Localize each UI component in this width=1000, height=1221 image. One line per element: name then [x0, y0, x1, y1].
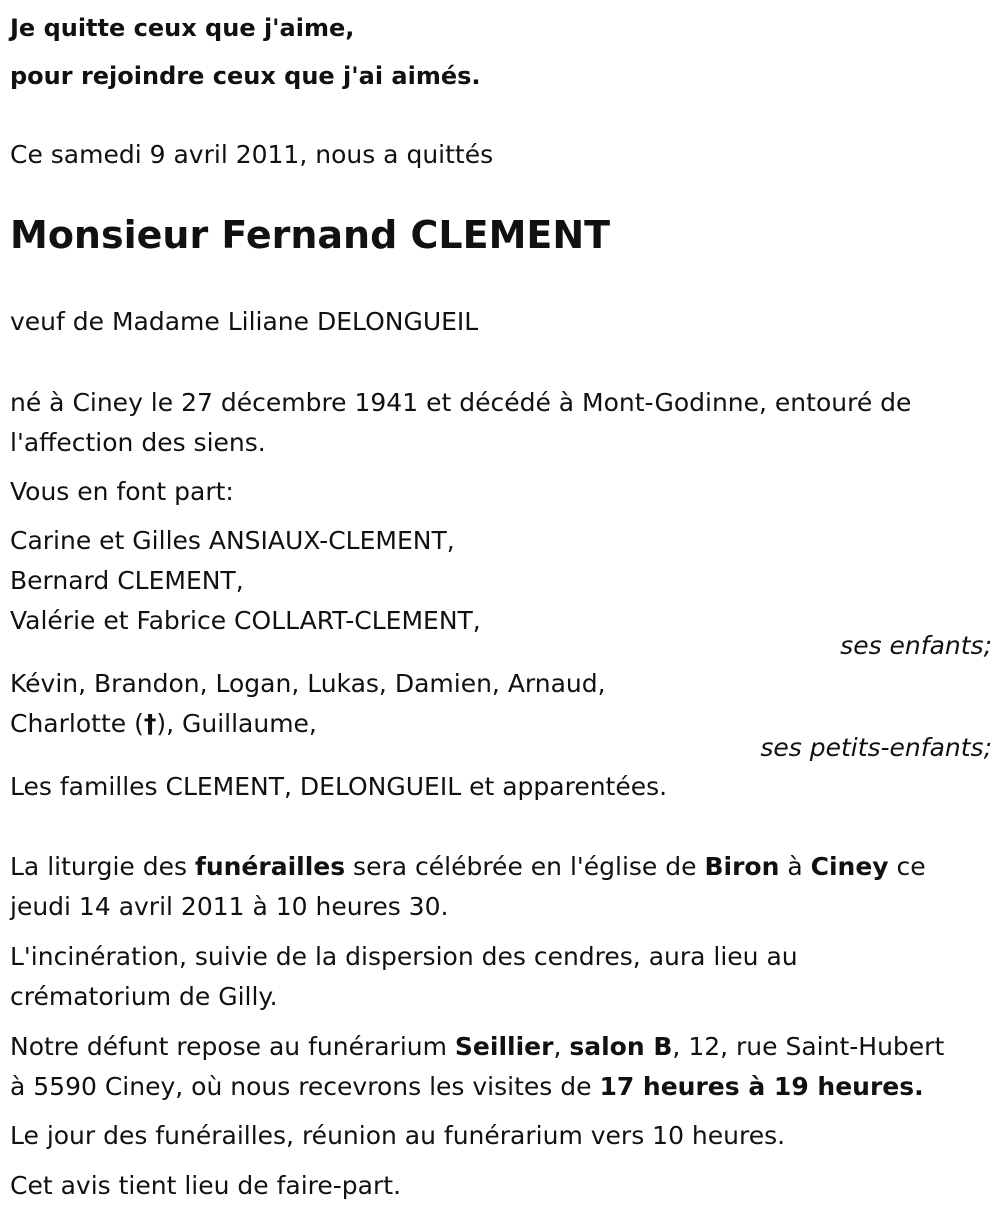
birth-line-2: l'affection des siens.: [10, 428, 266, 457]
birth-line-1: né à Ciney le 27 décembre 1941 et décédé à Mont-Godinne, entouré de: [10, 388, 912, 417]
rest-text-3: , 12, rue Saint-Hubert: [672, 1032, 945, 1061]
grandchildren-role: ses petits-enfants;: [760, 733, 992, 762]
intro-text: Ce samedi 9 avril 2011, nous a quittés: [10, 140, 494, 169]
rest-text-1: Notre défunt repose au funérarium: [10, 1032, 455, 1061]
rest-text-2: ,: [553, 1032, 570, 1061]
cremation-line-2: crématorium de Gilly.: [10, 982, 278, 1011]
closing-text: Cet avis tient lieu de faire-part.: [10, 1171, 402, 1200]
funeral-day-text: Le jour des funérailles, réunion au funérarium vers 10 heures.: [10, 1121, 786, 1150]
children-role: ses enfants;: [840, 631, 992, 660]
grandchildren-text-after: ), Guillaume,: [156, 709, 317, 738]
grandchildren-text-before: Charlotte (: [10, 709, 144, 738]
deceased-name: Monsieur Fernand CLEMENT: [10, 213, 611, 257]
rest-bold-seillier: Seillier: [454, 1032, 554, 1061]
liturgy-bold-funerailles: funérailles: [194, 852, 346, 881]
liturgy-bold-biron: Biron: [704, 852, 780, 881]
liturgy-line-1: [10, 847, 926, 887]
liturgy-text-1: La liturgie des: [10, 852, 195, 881]
rest-text-4: à 5590 Ciney, où nous recevrons les visites de: [10, 1072, 600, 1101]
spouse-text: veuf de Madame Liliane DELONGUEIL: [10, 307, 479, 336]
child-name-3: Valérie et Fabrice COLLART-CLEMENT,: [10, 606, 481, 635]
cross-icon: †: [143, 709, 157, 738]
families-text: Les familles CLEMENT, DELONGUEIL et apparentées.: [10, 772, 668, 801]
quote-line-1: Je quitte ceux que j'aime,: [10, 14, 355, 42]
quote-line-2: pour rejoindre ceux que j'ai aimés.: [10, 62, 481, 90]
grandchildren-line-2: [10, 704, 317, 744]
liturgy-text-2: sera célébrée en l'église de: [345, 852, 705, 881]
cremation-line-1: L'incinération, suivie de la dispersion des cendres, aura lieu au: [10, 942, 798, 971]
child-name-1: Carine et Gilles ANSIAUX-CLEMENT,: [10, 526, 455, 555]
grandchildren-line-1: Kévin, Brandon, Logan, Lukas, Damien, Arnaud,: [10, 669, 606, 698]
rest-bold-salon: salon B: [569, 1032, 673, 1061]
rest-line-2: [10, 1067, 924, 1107]
rest-line-1: [10, 1027, 944, 1067]
rest-bold-hours: 17 heures à 19 heures.: [599, 1072, 924, 1101]
liturgy-line-2: jeudi 14 avril 2011 à 10 heures 30.: [10, 892, 449, 921]
child-name-2: Bernard CLEMENT,: [10, 566, 244, 595]
announce-text: Vous en font part:: [10, 477, 234, 506]
liturgy-text-3: à: [779, 852, 811, 881]
liturgy-bold-ciney: Ciney: [810, 852, 889, 881]
liturgy-text-4: ce: [888, 852, 926, 881]
